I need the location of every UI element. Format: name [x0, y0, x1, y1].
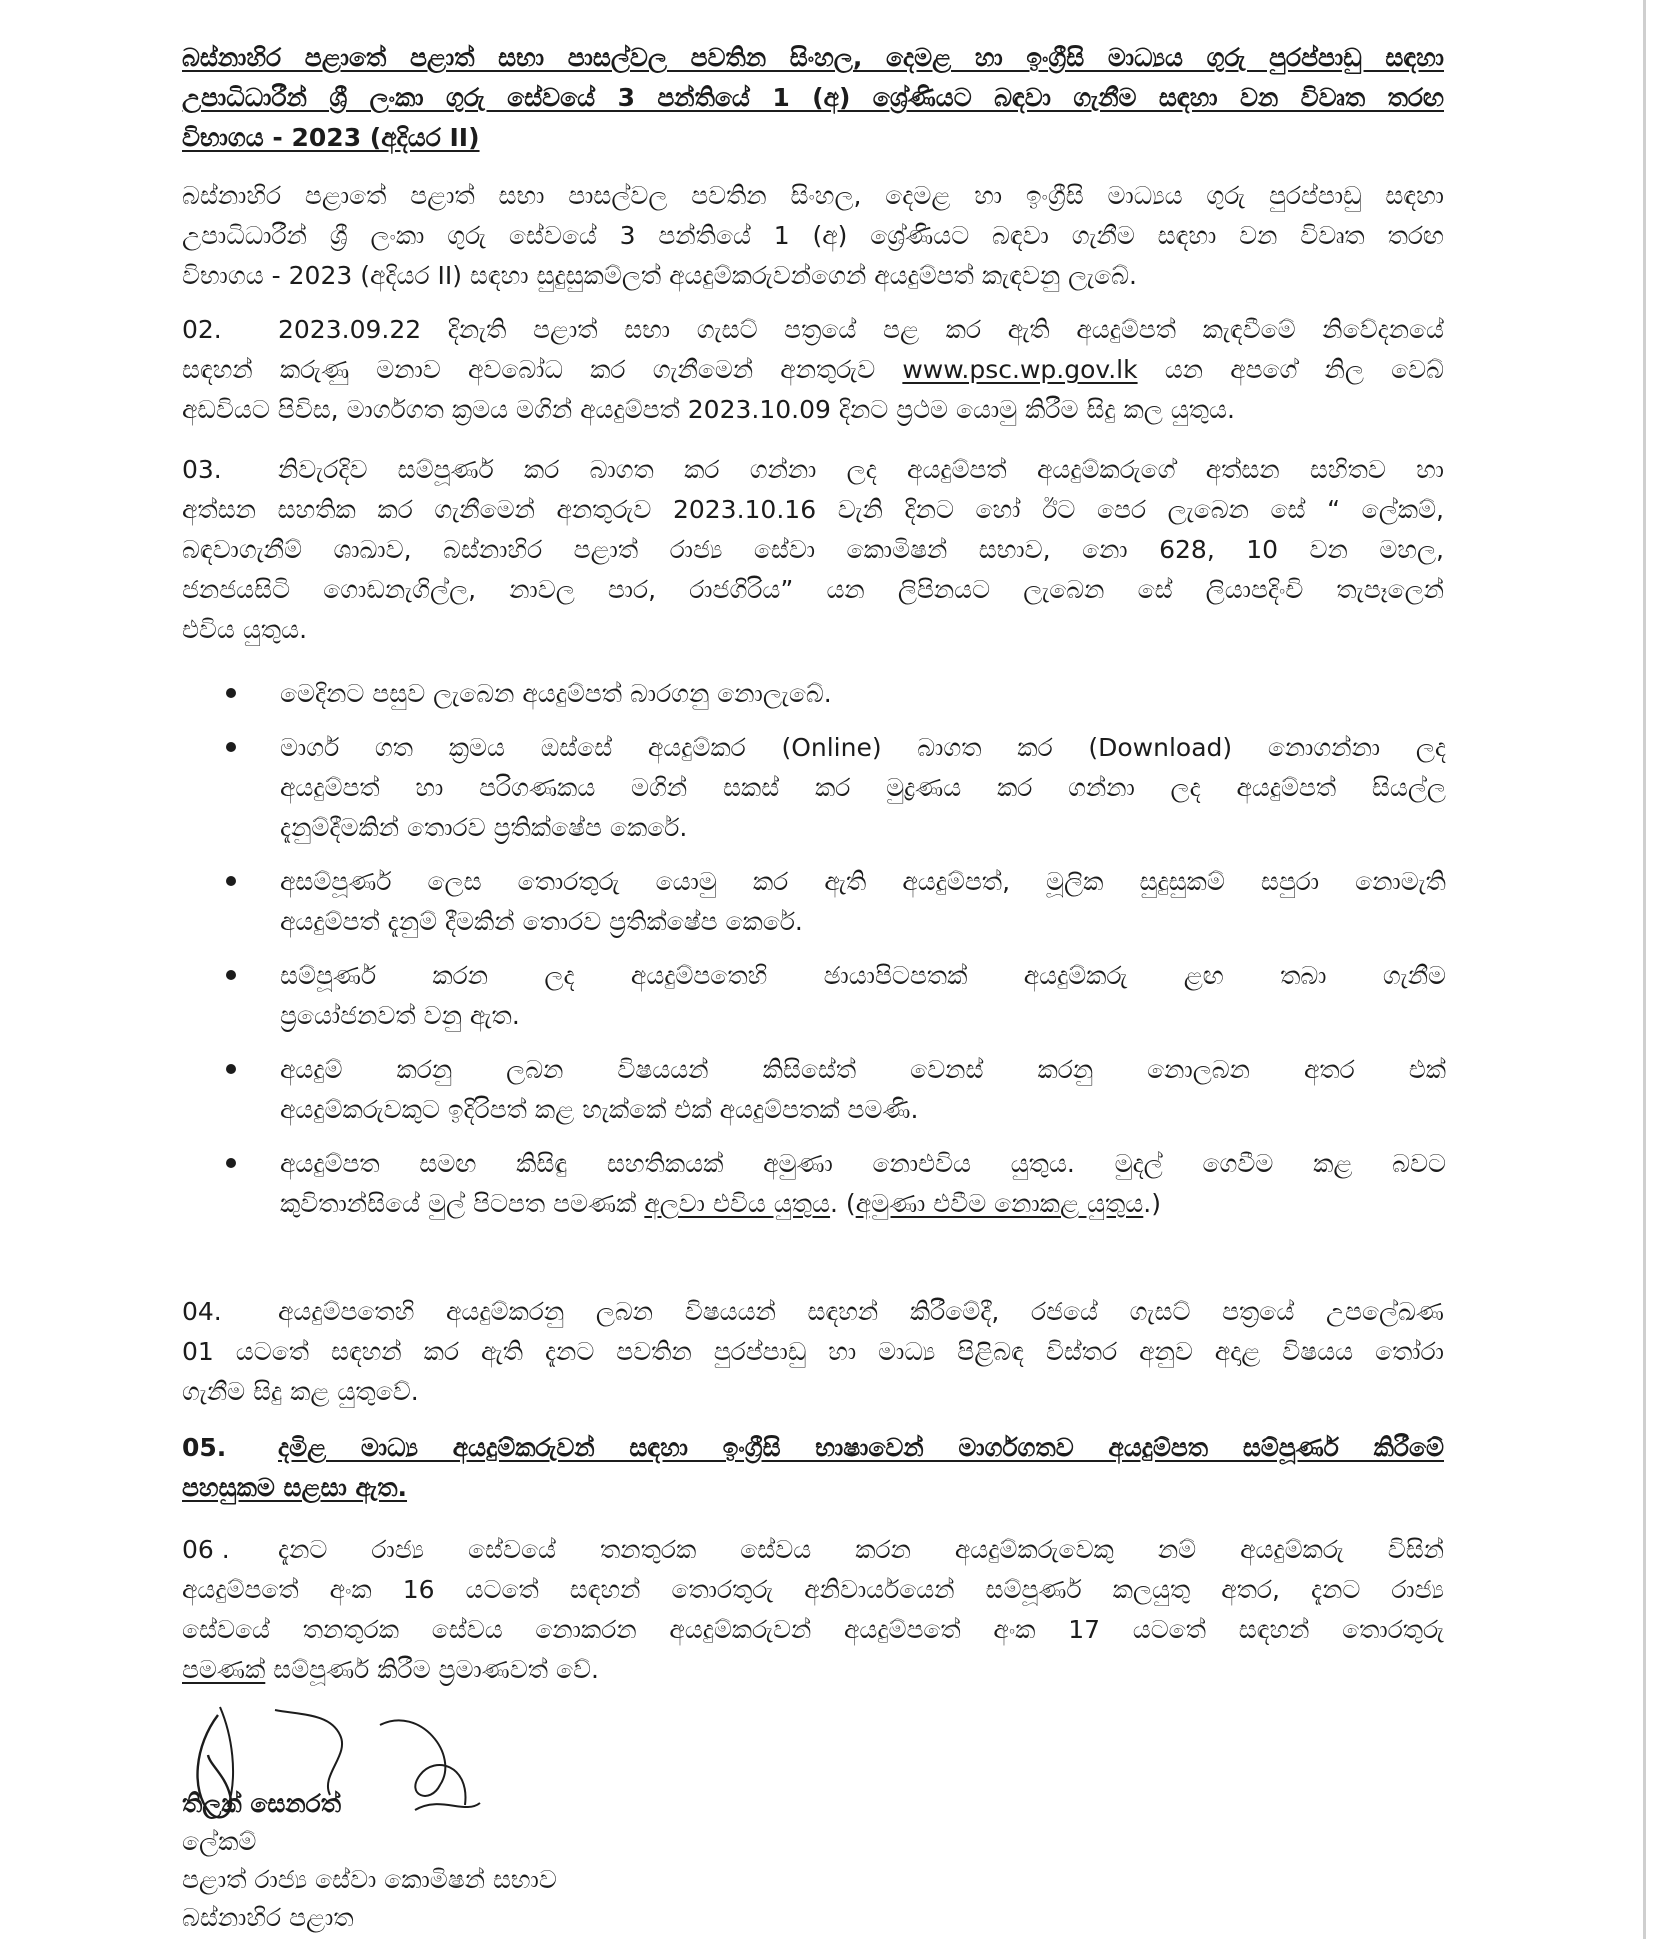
paragraph-line: අත්සන සහතික කර ගැනීමෙන් අනතුරුව 2023.10.16 වැනි දිනට හෝ ඊට පෙර ලැබෙන සේ “ ලේකම්,: [182, 495, 1444, 524]
paragraph-line: දැනට රාජ්‍ය සේවයේ තනතුරක සේවය කරන අයදුම්කරුවෙකු නම් අයදුම්කරු විසින්: [278, 1535, 1444, 1564]
title-line: උපාධිධාරීන් ශ්‍රී ලංකා ගුරු සේවයේ 3 පන්තියේ 1 (අ) ශ්‍රේණියට බඳවා ගැනීම සඳහා වන විවෘත තරඟ: [182, 83, 1444, 112]
paragraph-line: සඳහන් කරුණු මනාව අවබෝධ කර ගැනීමෙන් අනතුරුව: [182, 355, 876, 384]
paragraph-number: 04.: [182, 1297, 222, 1326]
paragraph-line: දමිළ මාධ්‍ය අයදුම්කරුවන් සඳහා ඉංග්‍රීසි භාෂාවෙන් මාර්ගගතව අයදුම්පත සම්පූර්ණ කිරීමේ: [278, 1433, 1444, 1462]
emphasis-underline: අමුණා එවීම නොකළ යුතුය: [855, 1189, 1144, 1218]
emphasis-underline: පමණක්: [182, 1655, 266, 1684]
signature-block: [182, 1785, 557, 1937]
bullet-icon: [226, 742, 236, 752]
paragraph-number: 06 .: [182, 1535, 230, 1564]
paragraph-line: අයදුම්පතේ අංක 16 යටතේ සඳහන් තොරතුරු අනිවාර්යයෙන් සම්පූර්ණ කලයුතු අතර, දැනට රාජ්‍ය: [182, 1575, 1444, 1604]
list-item: සම්පූර්ණ කරන ලද අයදුම්පතෙහි ඡායාපිටපතක් අයදුම්කරු ළඟ තබා ගැනීම ප්‍රයෝජනවත් වනු ඇත.: [226, 956, 1446, 1036]
paragraph-02: [182, 310, 1444, 430]
paragraph-line: අයදුම්පතෙහි අයදුම්කරනු ලබන විෂයයන් සඳහන් කිරීමේදී, රජයේ ගැසට් පත්‍රයේ උපලේඛණ: [278, 1297, 1444, 1326]
emphasis-underline: අලවා එවිය යුතුය: [644, 1189, 831, 1218]
paragraph-number: 05.: [182, 1433, 227, 1462]
paragraph-line: විභාගය - 2023 (අදියර II) සඳහා සුදුසුකම්ලත් අයදුම්කරුවන්ගෙන් අයදුම්පත් කැඳවනු ලැබේ.: [182, 261, 1137, 290]
list-item: මෙදිනට පසුව ලැබෙන අයදුම්පත් බාරගනු නොලැබේ.: [226, 674, 1446, 714]
paragraph-line: 2023.09.22 දිනැති පළාත් සභා ගැසට් පත්‍රයේ පළ කර ඇති අයදුම්පත් කැඳවීමේ නිවේදනයේ: [278, 315, 1444, 344]
title-line: බස්නාහිර පළාතේ පළාත් සභා පාසල්වල පවතින සිංහල, දෙමළ හා ඉංග්‍රීසි මාධ්‍යය ගුරු පුරප්පාඩු සඳහා: [182, 43, 1444, 72]
paragraph-05: [182, 1428, 1444, 1508]
paragraph-line: නිවැරදිව සම්පූර්ණ කර බාගත කර ගන්නා ලද අයදුම්පත් අයදුම්කරුගේ අත්සන සහිතව හා: [278, 455, 1444, 484]
title-line: විභාගය - 2023 (අදියර II): [182, 123, 480, 152]
paragraph-line: යන අපගේ නිල වෙබ්: [1164, 355, 1444, 384]
bullet-list: [226, 674, 1446, 1238]
paragraph-04: [182, 1292, 1444, 1412]
list-item: අයදුම් කරනු ලබන විෂයයන් කිසිසේත් වෙනස් කරනු නොලබන අතර එක් අයදුම්කරුවකුට ඉදිරිපත් කළ හැක්කේ එක් අයදුම්පතක් පමණි.: [226, 1050, 1446, 1130]
paragraph-line: බඳවාගැනීම් ශාඛාව, බස්නාහිර පළාත් රාජ්‍ය සේවා කොමිෂන් සභාව, නො 628, 10 වන මහල,: [182, 535, 1444, 564]
paragraph-06: 06 . දැනට රාජ්‍ය සේවයේ තනතුරක සේවය කරන අයදුම්කරුවෙකු නම් අයදුම්කරු විසින් අයදුම්පතේ අංක 16 යටතේ සඳහන් තොරතුරු අනිවාර්යයෙන් සම්පූර්ණ කලයුතු අතර, දැනට රාජ්‍ය සේවයේ තනතුරක සේවය නොකරන අයදුම්කරුවන් අයදුම්පතේ අංක 17 යටතේ සඳහන් තොරතුරු පමණක් සම්පූර්ණ කිරීම ප්‍රමාණවත් වේ.: [182, 1530, 1444, 1690]
paragraph-line: ජනජයසිටි ගොඩනැගිල්ල, නාවල පාර, රාජගිරිය” යන ලිපිනයට ලැබෙන සේ ලියාපදිංචි තැපෑලෙන්: [182, 575, 1444, 604]
bullet-icon: [226, 970, 236, 980]
signatory-province: බස්නාහිර පළාත: [182, 1903, 354, 1932]
scan-edge: [1643, 0, 1646, 1939]
bullet-icon: [226, 1158, 236, 1168]
paragraph-intro: [182, 176, 1444, 296]
website-link[interactable]: www.psc.wp.gov.lk: [902, 355, 1138, 384]
bullet-icon: [226, 876, 236, 886]
paragraph-line: පහසුකම සළසා ඇත.: [182, 1473, 408, 1502]
paragraph-line: උපාධිධාරීන් ශ්‍රී ලංකා ගුරු සේවයේ 3 පන්තියේ 1 (අ) ශ්‍රේණියට බඳවා ගැනීම සඳහා වන විවෘත තරඟ: [182, 221, 1444, 250]
signatory-name: තිලක් සෙනරත්: [182, 1789, 342, 1818]
bullet-icon: [226, 688, 236, 698]
list-item: අයදුම්පත සමඟ කිසිඳු සහතිකයක් අමුණා නොඑවිය යුතුය. මුදල් ගෙවීම කළ බවට කුවිතාන්සියේ මුල් පිටපත පමණක් අලවා එවිය යුතුය. (අමුණා එවීම නොකළ යුතුය.): [226, 1144, 1446, 1224]
document-title: [182, 38, 1444, 158]
paragraph-number: 03.: [182, 455, 222, 484]
paragraph-line: බස්නාහිර පළාතේ පළාත් සභා පාසල්වල පවතින සිංහල, දෙමළ හා ඉංග්‍රීසි මාධ්‍යය ගුරු පුරප්පාඩු සඳහා: [182, 181, 1444, 210]
paragraph-number: 02.: [182, 315, 222, 344]
list-item: අසම්පූර්ණ ලෙස තොරතුරු යොමු කර ඇති අයදුම්පත්, මූලික සුදුසුකම් සපුරා නොමැති අයදුම්පත් දැනුම් දීමකින් තොරව ප්‍රතික්ෂේප කෙරේ.: [226, 862, 1446, 942]
paragraph-line: එවිය යුතුය.: [182, 615, 308, 644]
bullet-icon: [226, 1064, 236, 1074]
paragraph-line: 01 යටතේ සඳහන් කර ඇති දැනට පවතින පුරප්පාඩු හා මාධ්‍ය පිළිබඳ විස්තර අනුව අදාළ විෂයය තෝරා: [182, 1337, 1444, 1366]
list-item: මාර්ග ගත ක්‍රමය ඔස්සේ අයදුම්කර (Online) බාගත කර (Download) නොගන්නා ලද අයදුම්පත් හා පරිගණකය මගින් සකස් කර මුද්‍රණය කර ගන්නා ලද අයදුම්පත් සියල්ල දැනුම්දීමකින් තොරව ප්‍රතික්ෂේප කෙරේ.: [226, 728, 1446, 848]
paragraph-line: අඩවියට පිවිස, මාර්ගගත ක්‍රමය මගින් අයදුම්පත් 2023.10.09 දිනට ප්‍රථම යොමු කිරීම සිදු කල යුතුය.: [182, 395, 1235, 424]
paragraph-03: [182, 450, 1444, 650]
paragraph-line: සේවයේ තනතුරක සේවය නොකරන අයදුම්කරුවන් අයදුම්පතේ අංක 17 යටතේ සඳහන් තොරතුරු: [182, 1615, 1444, 1644]
signatory-designation: ලේකම්: [182, 1827, 257, 1856]
paragraph-line: ගැනීම සිදු කළ යුතුවේ.: [182, 1377, 419, 1406]
signatory-organization: පළාත් රාජ්‍ය සේවා කොමිෂන් සභාව: [182, 1865, 557, 1894]
